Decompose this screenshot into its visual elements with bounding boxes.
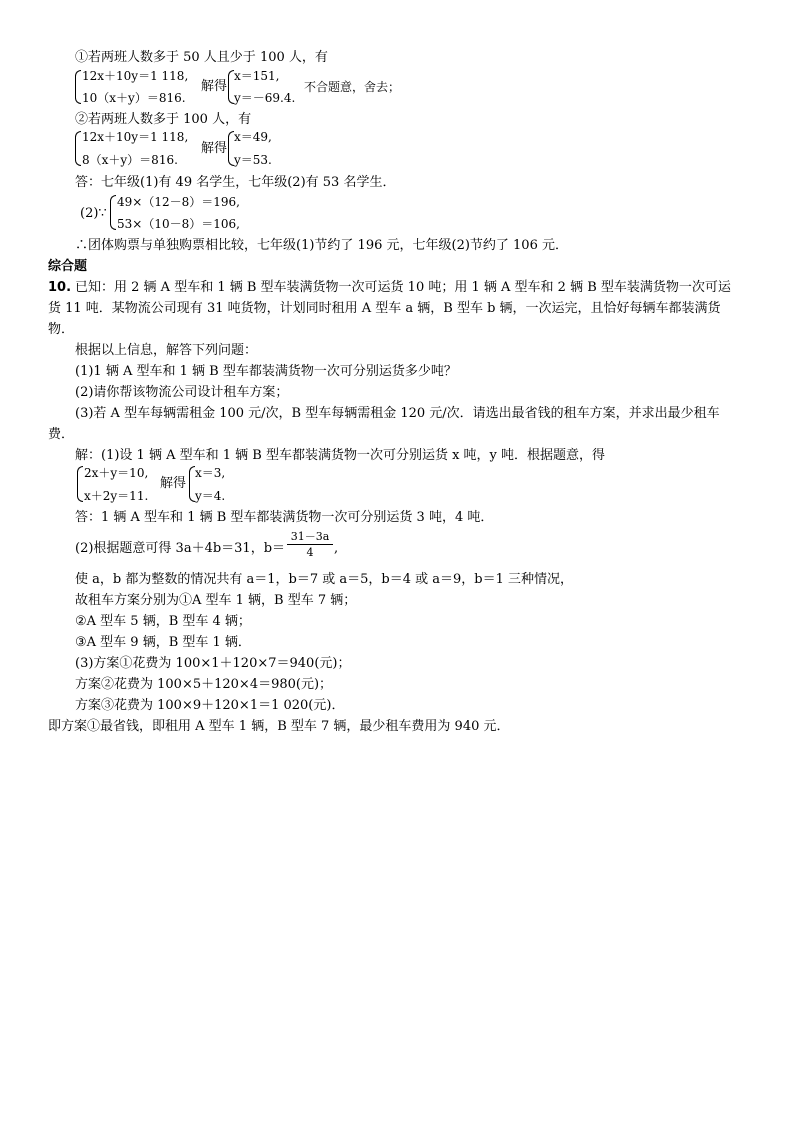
brace bbox=[110, 195, 116, 230]
question-text: 物． bbox=[48, 322, 75, 337]
equation: x＝151, bbox=[234, 69, 280, 83]
solution-text: ②A 型车 5 辆，B 型车 4 辆； bbox=[75, 614, 251, 629]
solution-text: 方案②花费为 100×5＋120×4＝980(元)； bbox=[75, 677, 333, 692]
question-text: 已知：用 2 辆 A 型车和 1 辆 B 型车装满货物一次可运货 10 吨；用 1 辆 A 型车和 2 辆 B 型车装满货物一次可运 bbox=[75, 280, 731, 295]
answer-2: 答：1 辆 A 型车和 1 辆 B 型车都装满货物一次可分别运货 3 吨，4 吨． bbox=[75, 510, 494, 525]
equation: 53×（10－8）＝106, bbox=[117, 217, 240, 231]
equation: 12x＋10y＝1 118, bbox=[82, 69, 189, 83]
solution-text: 方案③花费为 100×9＋120×1＝1 020(元)． bbox=[75, 698, 345, 713]
solution-text: ③A 型车 9 辆，B 型车 1 辆． bbox=[75, 635, 251, 650]
question-text: 货 11 吨．某物流公司现有 31 吨货物，计划同时租用 A 型车 a 辆，B 型车 b 辆，一次运完，且恰好每辆车都装满货 bbox=[48, 301, 721, 316]
equation: 12x＋10y＝1 118, bbox=[82, 130, 189, 144]
solution-text: (3)方案①花费为 100×1＋120×7＝940(元)； bbox=[75, 656, 351, 671]
equation: x＝49, bbox=[234, 130, 272, 144]
reject-note: 不合题意，舍去； bbox=[304, 80, 401, 94]
solve-label: 解得 bbox=[201, 79, 228, 94]
equation: 8（x＋y）＝816. bbox=[82, 153, 178, 167]
final-conclusion: 即方案①最省钱，即租用 A 型车 1 辆，B 型车 7 辆，最少租车费用为 940 元． bbox=[48, 719, 510, 734]
equation: x＋2y＝11. bbox=[84, 489, 149, 503]
part-2-label: (2)∵ bbox=[80, 206, 107, 221]
answer-1: 答：七年级(1)有 49 名学生，七年级(2)有 53 名学生． bbox=[75, 175, 396, 190]
equation: 49×（12－8）＝196, bbox=[117, 195, 240, 209]
equation: 2x＋y＝10, bbox=[84, 466, 149, 480]
equation: x＝3, bbox=[195, 466, 226, 480]
fraction-numerator: 31－3a bbox=[290, 530, 330, 543]
question-text: (3)若 A 型车每辆需租金 100 元/次，B 型车每辆需租金 120 元/次．请选出最省钱的租车方案，并求出最少租车 bbox=[75, 406, 720, 421]
fraction-denominator: 4 bbox=[306, 546, 314, 559]
equation: y＝－69.4. bbox=[234, 91, 296, 105]
question-text: 根据以上信息，解答下列问题： bbox=[75, 343, 258, 358]
question-text: (1)1 辆 A 型车和 1 辆 B 型车都装满货物一次可分别运货多少吨？ bbox=[75, 364, 457, 379]
fraction bbox=[287, 530, 333, 559]
solution-text: 故租车方案分别为①A 型车 1 辆，B 型车 7 辆； bbox=[75, 593, 357, 608]
question-number: 10. bbox=[48, 280, 72, 295]
solution-text: 解：(1)设 1 辆 A 型车和 1 辆 B 型车都装满货物一次可分别运货 x 吨，y 吨．根据题意，得 bbox=[75, 448, 606, 463]
punctuation: , bbox=[334, 541, 339, 556]
brace bbox=[75, 70, 81, 104]
equation: 10（x＋y）＝816. bbox=[82, 91, 186, 105]
solve-label: 解得 bbox=[201, 141, 228, 156]
equation: y＝53. bbox=[234, 153, 272, 167]
case-1-heading: ①若两班人数多于 50 人且少于 100 人，有 bbox=[75, 50, 328, 65]
question-text: 费． bbox=[48, 427, 75, 442]
case-2-heading: ②若两班人数多于 100 人，有 bbox=[75, 112, 252, 127]
brace bbox=[77, 466, 83, 502]
conclusion-1: ∴团体购票与单独购票相比较，七年级(1)节约了 196 元，七年级(2)节约了 106 元． bbox=[75, 238, 568, 253]
section-heading: 综合题 bbox=[48, 259, 88, 274]
question-text: (2)请你帮该物流公司设计租车方案； bbox=[75, 385, 289, 400]
equation: y＝4. bbox=[195, 489, 226, 503]
brace bbox=[75, 131, 81, 166]
solution-text: 使 a，b 都为整数的情况共有 a＝1，b＝7 或 a＝5，b＝4 或 a＝9，b＝1 三种情况， bbox=[75, 572, 573, 587]
solution-text: (2)根据题意可得 3a＋4b＝31，b＝ bbox=[75, 541, 286, 556]
fraction-bar bbox=[287, 544, 333, 545]
solve-label: 解得 bbox=[160, 476, 187, 491]
